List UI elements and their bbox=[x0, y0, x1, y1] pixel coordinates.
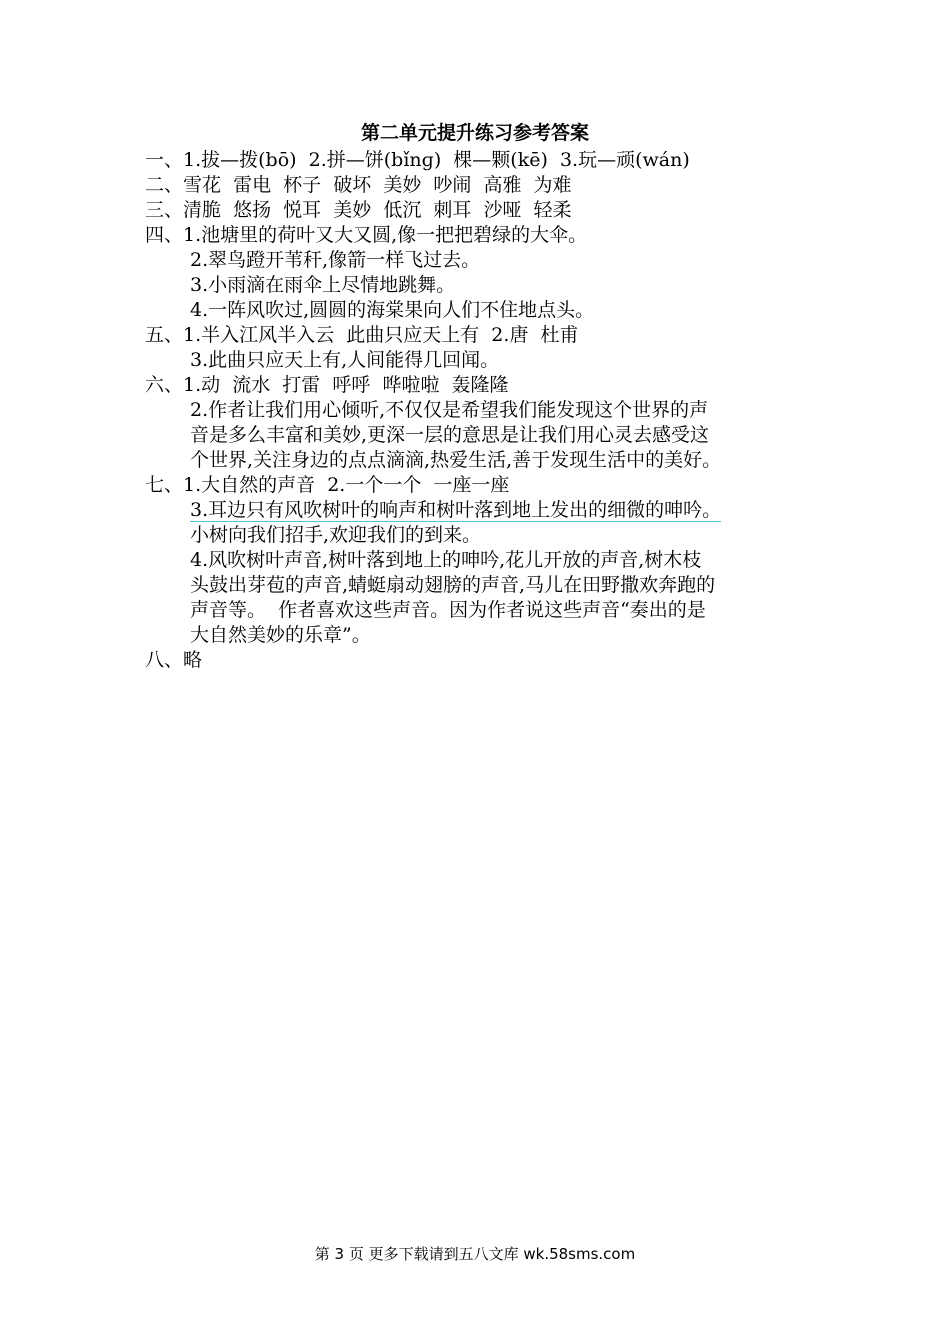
answer-body bbox=[0, 148, 950, 673]
answer-line-16: 小树向我们招手,欢迎我们的到来。 bbox=[190, 524, 482, 546]
answer-line-17: 4.风吹树叶声音,树叶落到地上的呻吟,花儿开放的声音,树木枝 bbox=[190, 549, 702, 571]
answer-line-8: 五、1.半入江风半入云 此曲只应天上有 2.唐 杜甫 bbox=[145, 324, 579, 346]
answer-line-7: 4.一阵风吹过,圆圆的海棠果向人们不住地点头。 bbox=[190, 299, 595, 321]
answer-line-20: 大自然美妙的乐章”。 bbox=[190, 624, 371, 646]
answer-line-1: 一、1.拔—拨(bō) 2.拼—饼(bǐnɡ) 棵—颗(kē) 3.玩—顽(wán) bbox=[145, 149, 690, 171]
answer-line-11: 2.作者让我们用心倾听,不仅仅是希望我们能发现这个世界的声 bbox=[190, 399, 709, 421]
answer-line-18: 头鼓出芽苞的声音,蜻蜓扇动翅膀的声音,马儿在田野撒欢奔跑的 bbox=[190, 574, 716, 596]
answer-line-9: 3.此曲只应天上有,人间能得几回闻。 bbox=[190, 349, 500, 371]
answer-line-6: 3.小雨滴在雨伞上尽情地跳舞。 bbox=[190, 274, 456, 296]
answer-line-3: 三、清脆 悠扬 悦耳 美妙 低沉 刺耳 沙哑 轻柔 bbox=[145, 199, 572, 221]
answer-line-14: 七、1.大自然的声音 2.一个一个 一座一座 bbox=[145, 474, 510, 496]
answer-line-12: 音是多么丰富和美妙,更深一层的意思是让我们用心灵去感受这 bbox=[190, 424, 710, 446]
page-footer: 第 3 页 更多下载请到五八文库 wk.58sms.com bbox=[314, 1245, 636, 1263]
answer-line-15 bbox=[0, 498, 950, 523]
answer-line-5: 2.翠鸟蹬开苇秆,像箭一样飞过去。 bbox=[190, 249, 481, 271]
answer-line-21: 八、略 bbox=[145, 649, 203, 671]
answer-line-4: 四、1.池塘里的荷叶又大又圆,像一把把碧绿的大伞。 bbox=[145, 224, 588, 246]
answer-line-19: 声音等。 作者喜欢这些声音。因为作者说这些声音“奏出的是 bbox=[190, 599, 706, 621]
answer-line-2: 二、雪花 雷电 杯子 破坏 美妙 吵闹 高雅 为难 bbox=[145, 174, 572, 196]
answer-line-13: 个世界,关注身边的点点滴滴,热爱生活,善于发现生活中的美好。 bbox=[190, 449, 722, 471]
underlined-answer-text: 3.耳边只有风吹树叶的响声和树叶落到地上发出的细微的呻吟。 bbox=[190, 499, 722, 521]
answer-line-10: 六、1.动 流水 打雷 呼呼 哗啦啦 轰隆隆 bbox=[145, 374, 509, 396]
page-title: 第二单元提升练习参考答案 bbox=[360, 122, 589, 144]
